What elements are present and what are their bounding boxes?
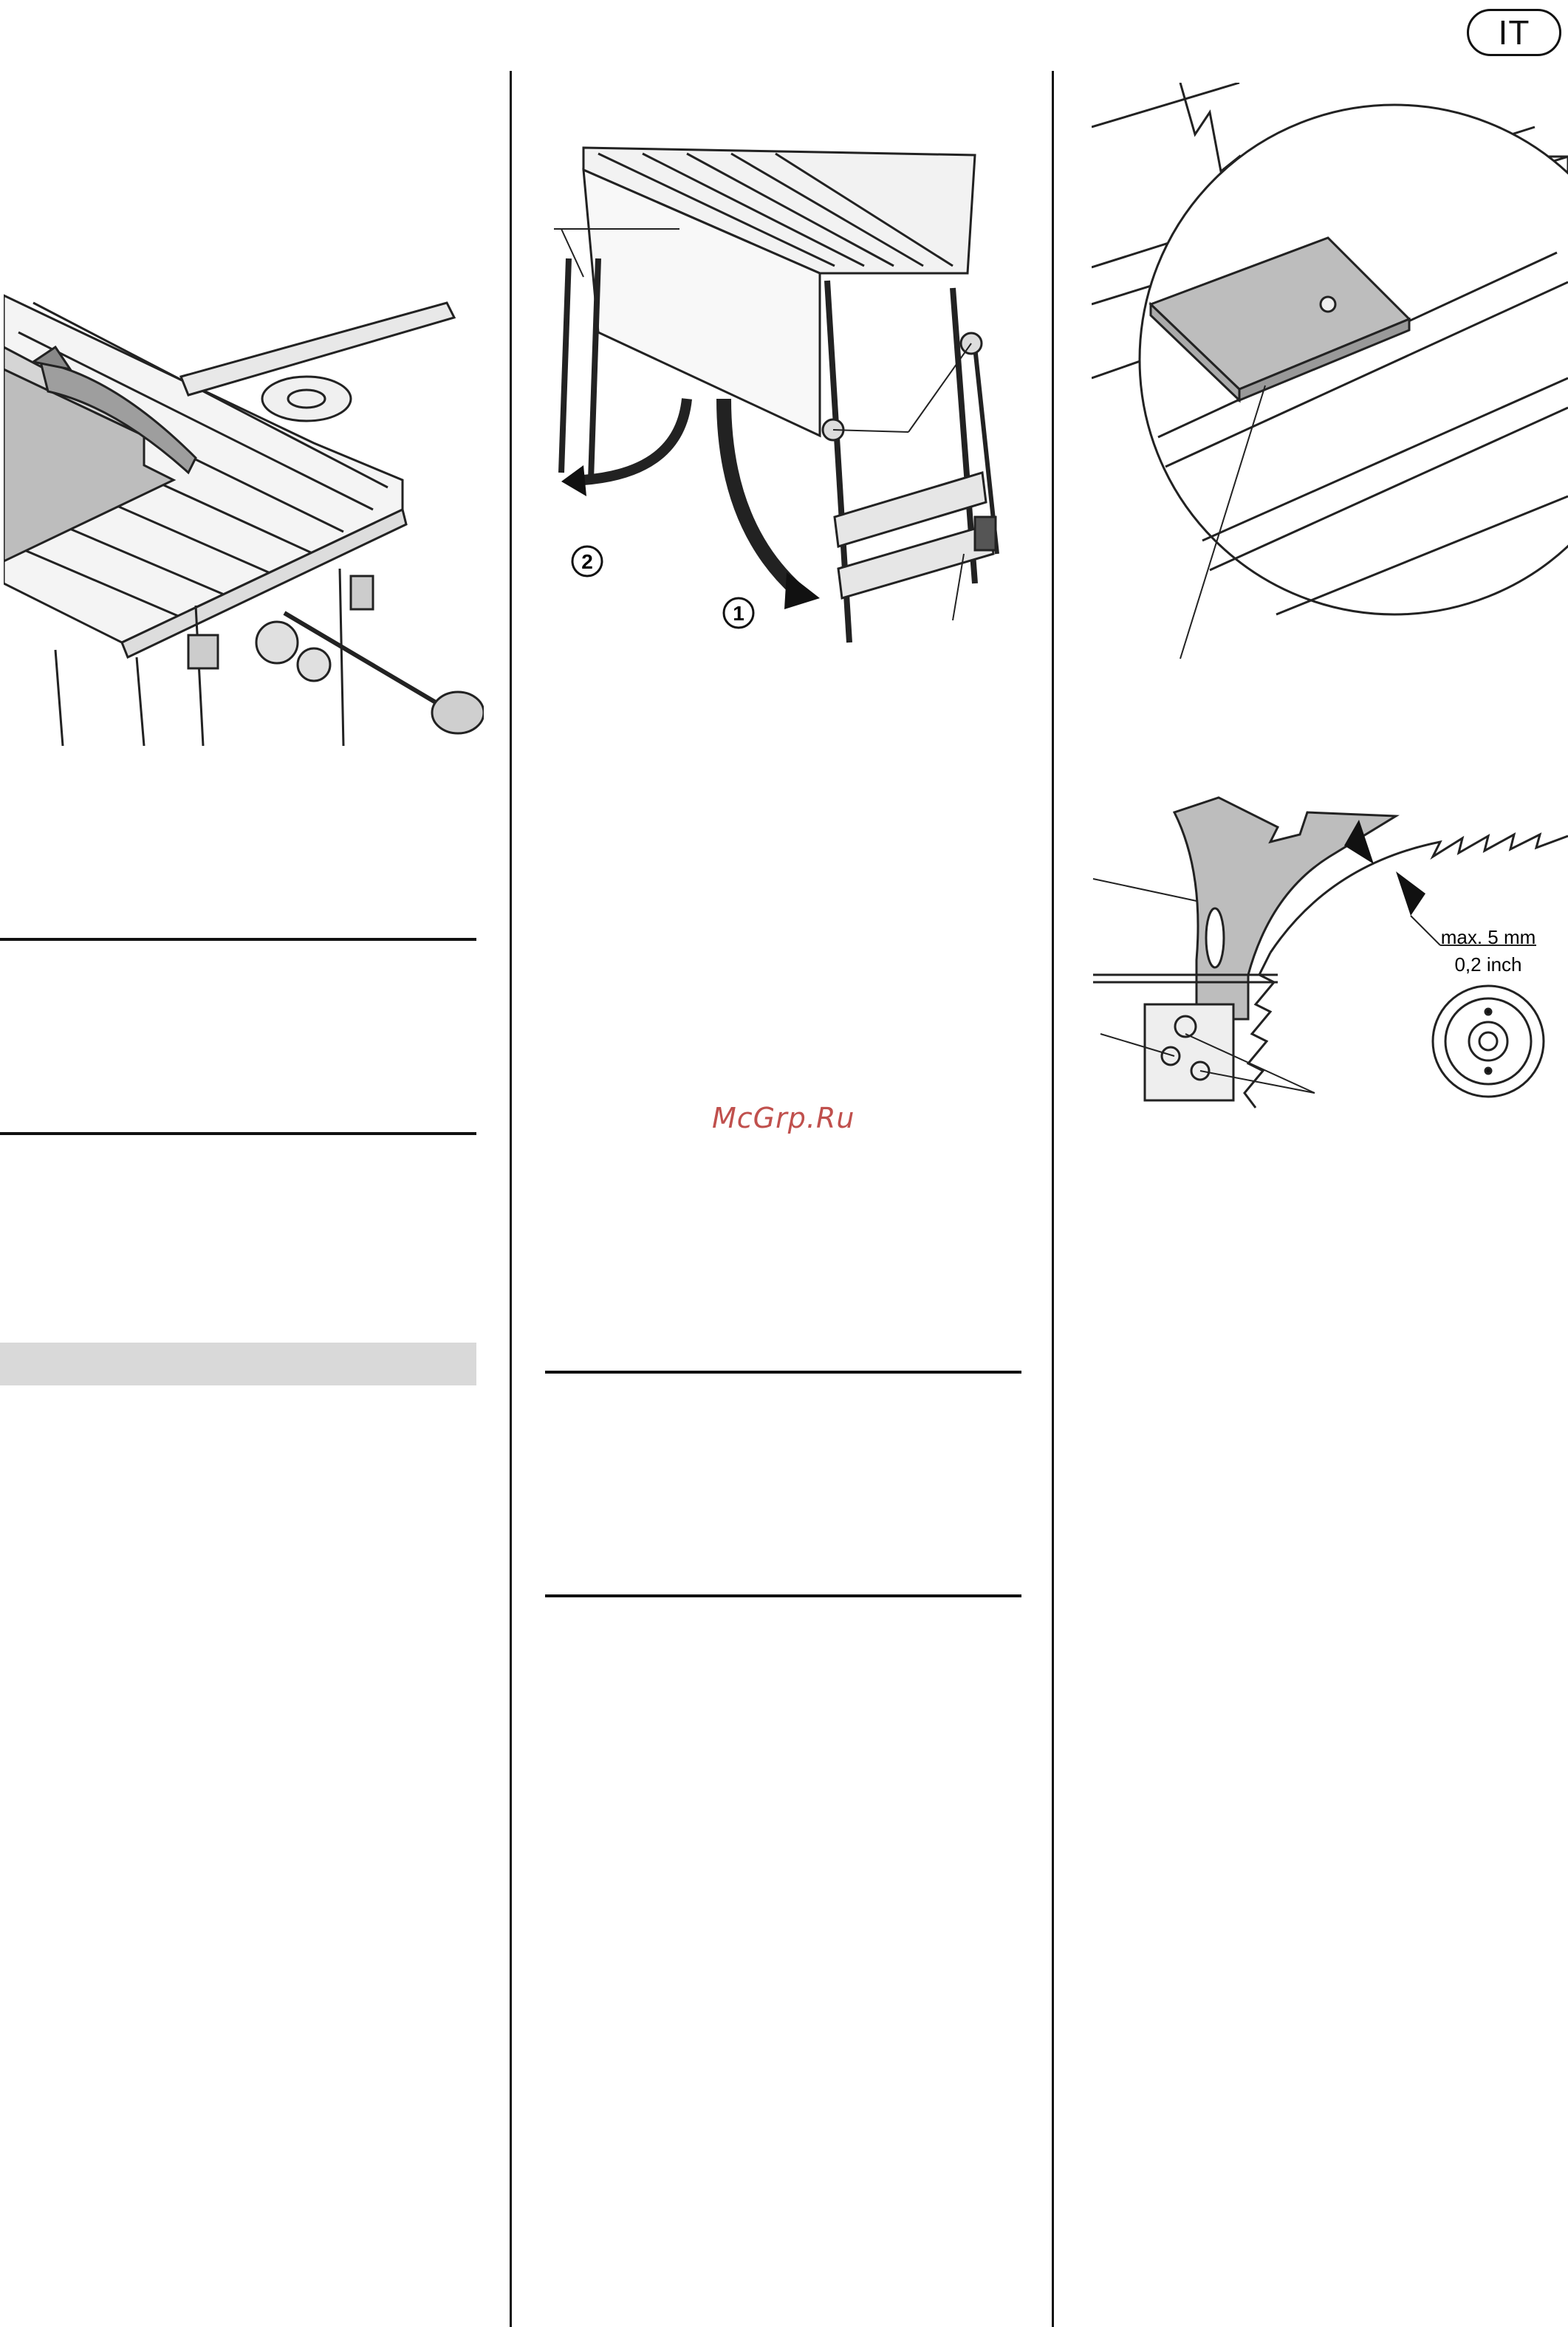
figure-table-saw — [4, 288, 484, 746]
section-rule-left-1 — [0, 938, 476, 941]
figure-riving-knife — [1086, 783, 1568, 1152]
column-divider-left — [510, 71, 512, 2327]
figure-stand-legs — [554, 140, 1012, 657]
section-rule-mid-2 — [545, 1594, 1021, 1597]
watermark: McGrp.Ru — [712, 1102, 855, 1134]
stand-illustration — [554, 140, 1012, 657]
figure-table-insert — [1092, 83, 1568, 674]
language-badge — [1467, 9, 1561, 56]
section-rule-left-2 — [0, 1132, 476, 1135]
section-heading-bar — [0, 1343, 476, 1385]
stand-step-1-label: 1 — [733, 602, 744, 625]
stand-step-2-label: 2 — [581, 550, 593, 573]
column-divider-right — [1052, 71, 1054, 2327]
riving-knife-illustration — [1086, 783, 1568, 1152]
table-saw-illustration — [4, 288, 484, 746]
gap-max-inch-label: 0,2 inch — [1454, 953, 1522, 976]
table-insert-illustration — [1092, 83, 1568, 674]
language-badge-label: IT — [1498, 13, 1530, 52]
gap-max-mm-label: max. 5 mm — [1440, 926, 1536, 948]
section-rule-mid-1 — [545, 1371, 1021, 1374]
